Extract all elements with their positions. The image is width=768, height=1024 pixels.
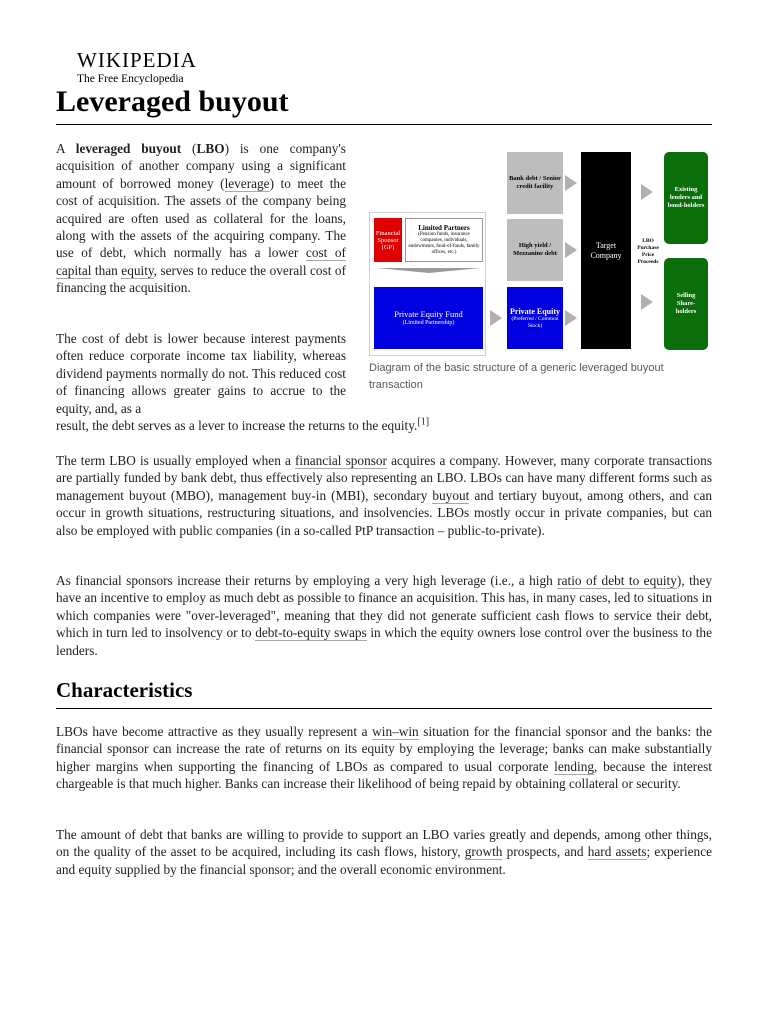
link-leverage[interactable]: leverage [224, 175, 270, 191]
link-equity[interactable]: equity [121, 262, 154, 278]
proceeds-label: LBO Purchase Price Proceeds [637, 238, 659, 265]
paragraph-attractive: LBOs have become attractive as they usually represent a win–win situation for the financial sponsor and the banks: the financial sponsor can increase the rate of returns on its equity by employing the leverage; banks can make substantially higher margins when supporting the financing of LBOs as compared to usual corporate lending, because the interest chargeable is that much higher. Banks can increase their likelihood of being repaid by obtaining collateral or security. [56, 724, 712, 792]
lbo-diagram[interactable] [369, 144, 712, 356]
term-bold: leveraged buyout [75, 141, 182, 156]
arrow-right-icon [490, 310, 502, 326]
arrow-right-icon [641, 294, 653, 310]
link-hard-assets[interactable]: hard assets [587, 844, 647, 860]
link-win-win[interactable]: win–win [372, 724, 419, 739]
wikipedia-logo[interactable] [77, 50, 237, 86]
paragraph-lbo-term: The term LBO is usually employed when a financial sponsor acquires a company. However, many corporate transactions are partially funded by bank debt, thus effectively also representing an LBO. LBOs can have many different forms such as management buyout (MBO), management buy-in (MBI), secondary buyout and tertiary buyout, among others, and can occur in growth situations, restructuring situations, and insolvencies. LBOs mostly occur in private companies, but can also be employed with public companies (in a so-called PtP transaction – public-to-private). [56, 453, 712, 538]
arrow-right-icon [565, 242, 577, 258]
figure [369, 144, 712, 394]
section-heading-characteristics: Characteristics [56, 677, 712, 709]
logo-tagline: The Free Encyclopedia [77, 73, 184, 85]
intro-paragraph-2-start: The cost of debt is lower because interest payments often reduce corporate income tax liability, whereas dividend payments normally do not. This reduced cost of financing allows greater gains to accrue to the equity, and, as a [56, 331, 346, 416]
sponsor-box: Financial Sponsor (GP) [374, 218, 402, 262]
down-arrow-icon [377, 268, 481, 273]
page-title: Leveraged buyout [56, 82, 712, 125]
figure-caption: Diagram of the basic structure of a generic leveraged buyout transaction [369, 362, 664, 391]
existing-lenders-box: Existing lenders and bond-holders [664, 152, 708, 244]
logo-wordmark: WIKIPEDIA [77, 48, 197, 72]
lp-box: Limited Partners (Pension funds, insurance companies, individuals, endowments, fund-of-funds, family offices, etc.) [405, 218, 483, 262]
target-company-box: Target Company [581, 152, 631, 349]
bank-debt-box: Bank debt / Senior credit facility [507, 152, 563, 214]
paragraph-financial-sponsors: As financial sponsors increase their returns by employing a very high leverage (i.e., a high ratio of debt to equity), they have an incentive to employ as much debt as possible to finance an acquisition. This has, in many cases, led to situations in which companies were "over-leveraged", meaning that they did not generate sufficient cash flows to service their debt, which in turn led to insolvency or to debt-to-equity swaps in which the equity owners lose control over the business to the lenders. [56, 573, 712, 658]
selling-shareholders-box: Selling Share-holders [664, 258, 708, 350]
intro-paragraph-2-end: result, the debt serves as a lever to increase the returns to the equity.[1] [56, 416, 430, 433]
link-financial-sponsor[interactable]: financial sponsor [294, 453, 387, 468]
pe-fund-box: Private Equity Fund (Limited Partnership) [374, 287, 483, 349]
intro-section [56, 140, 346, 297]
arrow-right-icon [641, 184, 653, 200]
mezzanine-box: High yield / Mezzanine debt [507, 219, 563, 281]
link-cost-of-capital[interactable]: cost of capital [56, 245, 346, 278]
abbr-bold: LBO [196, 141, 225, 156]
intro-paragraph-1: A leveraged buyout (LBO) is one company's acquisition of another company using a significant amount of borrowed money (leverage) to meet the cost of acquisition. The assets of the company being acquired are often used as collateral for the loans, along with the assets of the acquiring company. The use of debt, which normally has a lower cost of capital than equity, serves to reduce the overall cost of financing the acquisition. [56, 141, 346, 296]
link-growth[interactable]: growth [464, 844, 503, 860]
paragraph-amount-of-debt: The amount of debt that banks are willing to provide to support an LBO varies greatly and depends, among other things, on the quality of the asset to be acquired, including its cash flows, history, growth prospects, and hard assets; experience and equity supplied by the financial sponsor; and the overall economic environment. [56, 827, 712, 877]
ref-1-link[interactable]: [1] [417, 416, 430, 428]
link-debt-to-equity-swaps[interactable]: debt-to-equity swaps [255, 625, 367, 641]
arrow-right-icon [565, 310, 577, 326]
link-lending[interactable]: lending [554, 758, 595, 774]
link-buyout[interactable]: buyout [432, 487, 470, 503]
link-ratio-of-debt-to-equity[interactable]: ratio of debt to equity [557, 573, 677, 588]
arrow-right-icon [565, 175, 577, 191]
private-equity-box: Private Equity (Preferred / Common Stock) [507, 287, 563, 349]
